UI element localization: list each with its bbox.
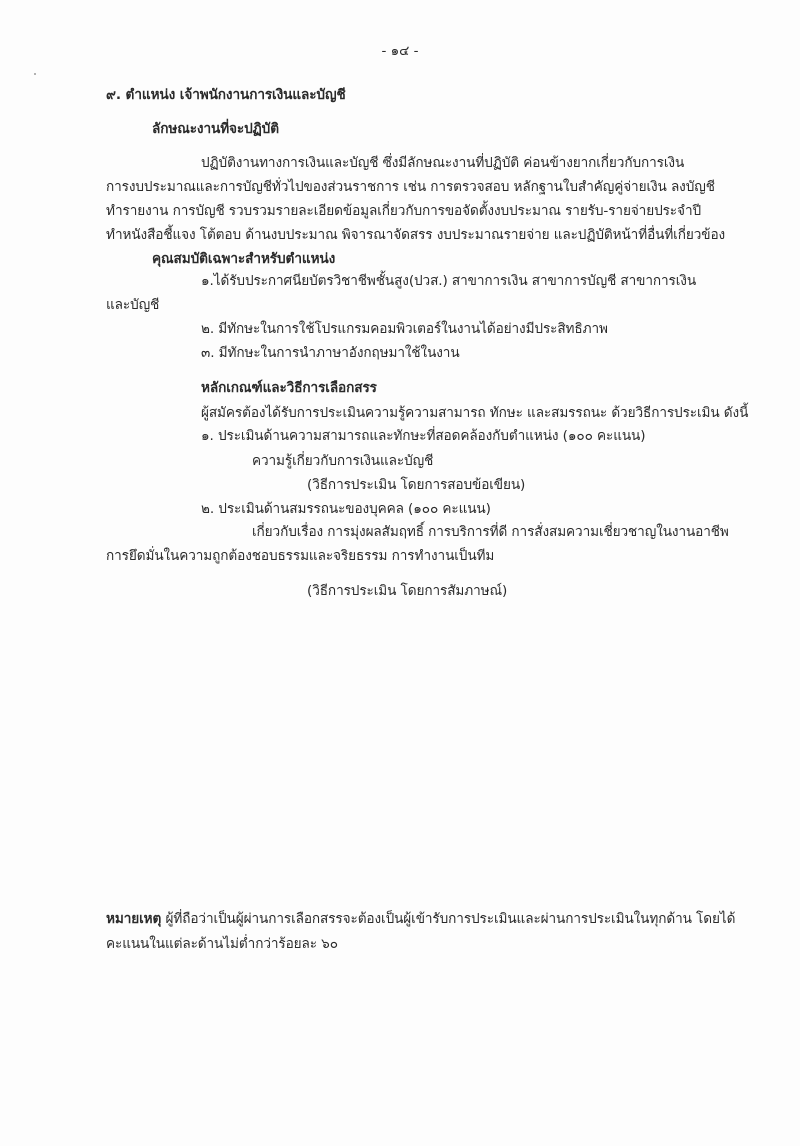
qualification-item-1: ๑.ได้รับประกาศนียบัตรวิชาชีพชั้นสูง(ปวส.) สาขาการเงิน สาขาการบัญชี สาขาการเงิน: [201, 273, 697, 289]
page-number: - ๑๔ -: [381, 43, 419, 59]
job-description-heading: ลักษณะงานที่จะปฏิบัติ: [152, 121, 279, 137]
selection-criterion-1-topic: ความรู้เกี่ยวกับการเงินและบัญชี: [252, 453, 434, 469]
note-line-2: คะแนนในแต่ละด้านไม่ต่ำกว่าร้อยละ ๖๐: [106, 936, 338, 952]
selection-heading: หลักเกณฑ์และวิธีการเลือกสรร: [201, 380, 377, 396]
selection-criterion-2-detail-continued: การยึดมั่นในความถูกต้องชอบธรรมและจริยธรรม การทำงานเป็นทีม: [106, 548, 495, 564]
note-text: ผู้ที่ถือว่าเป็นผู้ผ่านการเลือกสรรจะต้องเป็นผู้เข้ารับการประเมินและผ่านการประเมินในทุกด้าน โดยได้: [161, 911, 736, 927]
job-description-line: ทำรายงาน การบัญชี รวบรวมรายละเอียดข้อมูลเกี่ยวกับการขอจัดตั้งงบประมาณ รายรับ-รายจ่ายประจำปี: [106, 203, 702, 219]
qualifications-heading: คุณสมบัติเฉพาะสำหรับตำแหน่ง: [152, 251, 336, 267]
qualification-item-1-continued: และบัญชี: [106, 297, 160, 313]
job-description-line: ทำหนังสือชี้แจง โต้ตอบ ด้านงบประมาณ พิจารณาจัดสรร งบประมาณรายจ่าย และปฏิบัติหน้าที่อื่นที่เกี่ยวข้อง: [106, 227, 726, 243]
selection-criterion-2: ๒. ประเมินด้านสมรรถนะของบุคคล (๑๐๐ คะแนน): [201, 501, 491, 517]
job-description-line: ปฏิบัติงานทางการเงินและบัญชี ซึ่งมีลักษณะงานที่ปฏิบัติ ค่อนข้างยากเกี่ยวกับการเงิน: [201, 155, 685, 171]
qualification-item-3: ๓. มีทักษะในการนำภาษาอังกฤษมาใช้ในงาน: [201, 345, 460, 361]
scan-speck: [34, 73, 36, 75]
section-heading: ๙. ตำแหน่ง เจ้าพนักงานการเงินและบัญชี: [106, 87, 346, 103]
qualification-item-2: ๒. มีทักษะในการใช้โปรแกรมคอมพิวเตอร์ในงานได้อย่างมีประสิทธิภาพ: [201, 321, 608, 337]
selection-criterion-2-method: (วิธีการประเมิน โดยการสัมภาษณ์): [307, 583, 508, 599]
selection-criterion-1-method: (วิธีการประเมิน โดยการสอบข้อเขียน): [307, 477, 526, 493]
selection-criterion-2-detail: เกี่ยวกับเรื่อง การมุ่งผลสัมฤทธิ์ การบริการที่ดี การสั่งสมความเชี่ยวชาญในงานอาชีพ: [252, 524, 729, 540]
job-description-line: การงบประมาณและการบัญชีทั่วไปของส่วนราชการ เช่น การตรวจสอบ หลักฐานใบสำคัญคู่จ่ายเงิน ลงบัญชี: [106, 179, 715, 195]
note-line-1: [106, 910, 735, 928]
selection-criterion-1: ๑. ประเมินด้านความสามารถและทักษะที่สอดคล้องกับตำแหน่ง (๑๐๐ คะแนน): [201, 428, 646, 444]
note-label: หมายเหตุ: [106, 911, 162, 927]
selection-intro: ผู้สมัครต้องได้รับการประเมินความรู้ความสามารถ ทักษะ และสมรรถนะ ด้วยวิธีการประเมิน ดังนี้: [201, 405, 749, 421]
